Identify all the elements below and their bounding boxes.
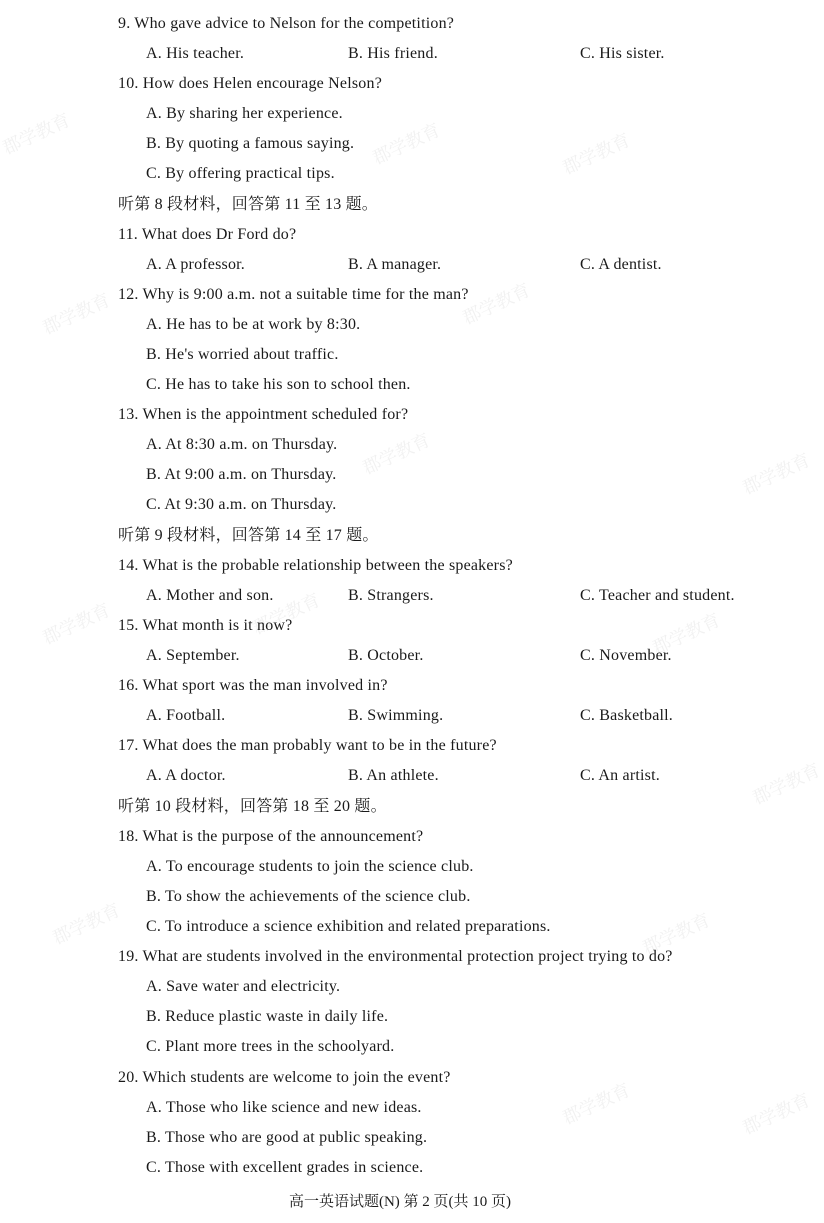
question-12-option-c: C. He has to take his son to school then. (146, 376, 411, 393)
question-13-option-b: B. At 9:00 a.m. on Thursday. (146, 466, 337, 483)
question-11-option-a: A. A professor. (146, 256, 245, 273)
question-16-option-b: B. Swimming. (348, 707, 444, 724)
question-20-option-a: A. Those who like science and new ideas. (146, 1099, 422, 1116)
question-17-option-a: A. A doctor. (146, 767, 226, 784)
section-9-heading: 听第 9 段材料，回答第 14 至 17 题。 (118, 527, 379, 544)
watermark: 郡学教育 (749, 759, 824, 809)
question-19-stem: 19. What are students involved in the environmental protection project trying to do? (118, 948, 673, 965)
question-17-option-b: B. An athlete. (348, 767, 439, 784)
question-9-option-a: A. His teacher. (146, 45, 245, 62)
question-9-option-b: B. His friend. (348, 45, 438, 62)
question-10-stem: 10. How does Helen encourage Nelson? (118, 75, 383, 92)
question-10-option-a: A. By sharing her experience. (146, 105, 343, 122)
question-20-option-c: C. Those with excellent grades in science. (146, 1159, 424, 1176)
watermark: 郡学教育 (739, 449, 814, 499)
question-16-option-a: A. Football. (146, 707, 226, 724)
question-19-option-b: B. Reduce plastic waste in daily life. (146, 1008, 389, 1025)
question-12-option-b: B. He's worried about traffic. (146, 346, 339, 363)
watermark: 郡学教育 (559, 129, 634, 179)
question-14-option-a: A. Mother and son. (146, 587, 274, 604)
question-11-option-b: B. A manager. (348, 256, 442, 273)
watermark: 郡学教育 (559, 1079, 634, 1129)
watermark: 郡学教育 (459, 279, 534, 329)
watermark: 郡学教育 (359, 429, 434, 479)
page-footer: 高一英语试题(N) 第 2 页(共 10 页) (288, 1194, 512, 1210)
question-16-stem: 16. What sport was the man involved in? (118, 677, 388, 694)
question-13-option-a: A. At 8:30 a.m. on Thursday. (146, 436, 338, 453)
question-17-option-c: C. An artist. (580, 767, 660, 784)
question-13-stem: 13. When is the appointment scheduled for? (118, 406, 409, 423)
section-8-heading: 听第 8 段材料，回答第 11 至 13 题。 (118, 196, 379, 213)
question-15-option-c: C. November. (580, 647, 672, 664)
question-14-stem: 14. What is the probable relationship between the speakers? (118, 557, 513, 574)
question-14-option-b: B. Strangers. (348, 587, 434, 604)
question-14-option-c: C. Teacher and student. (580, 587, 735, 604)
question-10-option-b: B. By quoting a famous saying. (146, 135, 355, 152)
watermark: 郡学教育 (39, 599, 114, 649)
question-9-stem: 9. Who gave advice to Nelson for the competition? (118, 15, 455, 32)
question-9-option-c: C. His sister. (580, 45, 665, 62)
watermark: 郡学教育 (639, 909, 714, 959)
watermark: 郡学教育 (39, 289, 114, 339)
question-12-stem: 12. Why is 9:00 a.m. not a suitable time for the man? (118, 286, 469, 303)
watermark: 郡学教育 (739, 1089, 814, 1139)
question-19-option-a: A. Save water and electricity. (146, 978, 341, 995)
question-11-option-c: C. A dentist. (580, 256, 662, 273)
section-10-heading: 听第 10 段材料，回答第 18 至 20 题。 (118, 798, 387, 815)
question-15-stem: 15. What month is it now? (118, 617, 293, 634)
question-15-option-a: A. September. (146, 647, 240, 664)
question-17-stem: 17. What does the man probably want to be in the future? (118, 737, 497, 754)
question-18-stem: 18. What is the purpose of the announcement? (118, 828, 424, 845)
question-19-option-c: C. Plant more trees in the schoolyard. (146, 1038, 395, 1055)
question-18-option-b: B. To show the achievements of the science club. (146, 888, 471, 905)
question-15-option-b: B. October. (348, 647, 424, 664)
watermark: 郡学教育 (0, 109, 74, 159)
question-11-stem: 11. What does Dr Ford do? (118, 226, 297, 243)
watermark: 郡学教育 (49, 899, 124, 949)
question-16-option-c: C. Basketball. (580, 707, 674, 724)
watermark: 郡学教育 (249, 589, 324, 639)
question-18-option-c: C. To introduce a science exhibition and related preparations. (146, 918, 551, 935)
question-10-option-c: C. By offering practical tips. (146, 165, 335, 182)
question-12-option-a: A. He has to be at work by 8:30. (146, 316, 361, 333)
watermark: 郡学教育 (649, 609, 724, 659)
question-18-option-a: A. To encourage students to join the science club. (146, 858, 474, 875)
watermark: 郡学教育 (369, 119, 444, 169)
question-13-option-c: C. At 9:30 a.m. on Thursday. (146, 496, 337, 513)
question-20-option-b: B. Those who are good at public speaking. (146, 1129, 428, 1146)
question-20-stem: 20. Which students are welcome to join the event? (118, 1069, 451, 1086)
